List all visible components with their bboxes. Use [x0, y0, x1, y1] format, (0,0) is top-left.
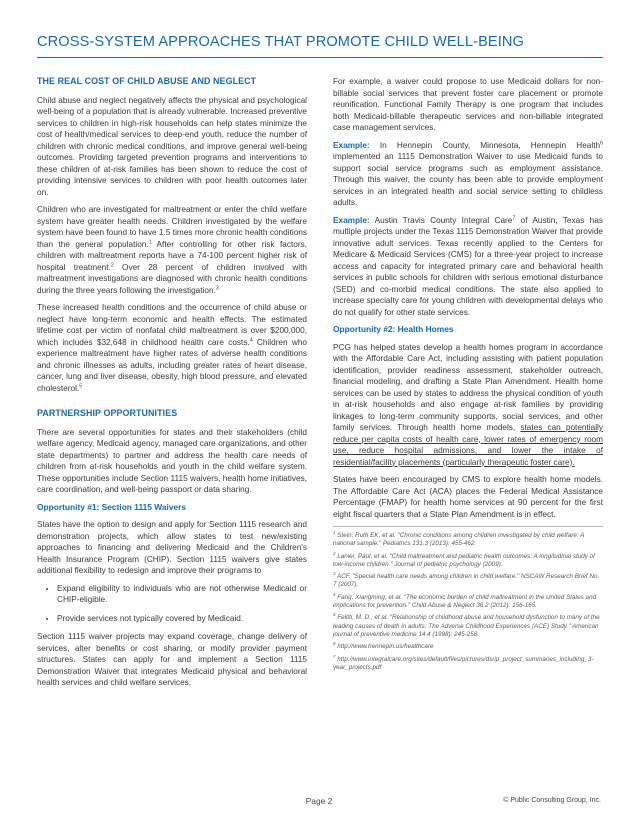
opportunity-2-heading: Opportunity #2: Health Homes — [333, 324, 454, 334]
footnote — [333, 653, 603, 673]
footnote-ref-6: 6 — [600, 139, 603, 146]
footnote — [333, 614, 603, 639]
footnote — [333, 550, 603, 570]
footnote-number: 6 — [333, 641, 336, 647]
opportunity-1-bullet: • Expand eligibility to individuals who are not otherwise Medicaid or CHIP-eligible. — [57, 583, 307, 606]
cost-p2-text-c: Over 28 percent of children involved with maltreatment investigations are diagnosed with chronic health conditions during the three years following the investigation. — [37, 262, 307, 295]
right-column — [333, 76, 603, 676]
cost-p2-text-a: Children who are investigated for maltreatment or enter the child welfare system have greater health needs. Children investigated by the welfare system have been found to have 1.5 times more chronic health conditions than the general population. — [37, 205, 307, 249]
footnote-number: 5 — [333, 612, 336, 618]
section-gap — [37, 400, 307, 408]
footnote — [333, 591, 603, 611]
waiver-example-paragraph: For example, a waiver could propose to use Medicaid dollars for non-billable social services that prevent foster care placement or promote reunification. Functional Family Therapy is one program that includes both Medicaid-billable therapeutic services and non-billable integrated case management services. — [333, 77, 603, 132]
example-label: Example: — [333, 140, 370, 150]
footnotes — [333, 529, 603, 672]
footnote-text: Stein, Ruth EK, et al. "Chronic conditions among children investigated by child welfare: A national sample." Pediatrics 131.3 (2013): 455-462. — [333, 532, 585, 548]
page-title: CROSS-SYSTEM APPROACHES THAT PROMOTE CHILD WELL-BEING — [37, 34, 524, 50]
footnote-divider — [333, 526, 603, 527]
footnote-text: Fang, Xiangming, et al. "The economic burden of child maltreatment in the United States and implications for prevention." Child Abuse & Neglect 36.2 (2012): 156-165. — [333, 593, 597, 610]
opportunity-1-paragraph-2: Section 1115 waiver projects may expand coverage, change delivery of services, alter benefits or cost sharing, or modify provider payment structures. States can apply for and implement a Section 1115 Demonstration Waiver that integrates Medicaid physical and behavioral health services and child welfare services. — [37, 632, 307, 687]
footnote-text: ACF. "Special health care needs among children in child welfare." NSCAW Research Brief No. 7 (2007). — [333, 573, 600, 589]
cost-p2-text-b: After controlling for other risk factors, children with maltreatment reports have a 74-100 percent higher risk of hospital treatment. — [37, 239, 307, 272]
partnership-paragraph: There are several opportunities for states and their stakeholders (child welfare agency, Medicaid agency, managed care organizations, and other state departments) to partner and address the health care needs of children from at-risk households and youth in the child welfare system. These opportunities include Section 1115 waivers, health home initiatives, care coordination, and well-being passport or data sharing. — [37, 427, 307, 494]
opportunity-2-underlined-text: states can potentially reduce per capita costs of health care, lower rates of emergency room use, reduce hospital admissions, and lower the intake of residential/facility placements (particularly therapeutic foster care). — [333, 423, 604, 467]
example-label: Example: — [333, 215, 370, 225]
footnote — [333, 643, 603, 651]
left-column — [37, 76, 307, 695]
example-austin — [333, 215, 603, 319]
footnote-ref-4: 4 — [249, 336, 253, 343]
footnote-ref-1: 1 — [148, 238, 152, 245]
cost-p3-text-a: These increased health conditions and the occurrence of child abuse or neglect have long-term economic and health effects. The estimated lifetime cost per victim of nonfatal child maltreatment is over $200,000, which includes $32,648 in childhood health care costs. — [37, 303, 307, 347]
opportunity-1-paragraph-1: States have the option to design and apply for Section 1115 research and demonstration projects, which allow states to test new/existing approaches to financing and delivering Medicaid and the Children's Health Insurance Program (CHIP). Section 1115 waivers give states additional flexibility to redesign and improve their programs to — [37, 520, 307, 575]
footnote-number: 3 — [333, 571, 336, 577]
opportunity-1-bullet-list — [37, 583, 307, 625]
footnote-ref-5: 5 — [79, 382, 83, 389]
section-heading-cost: THE REAL COST OF CHILD ABUSE AND NEGLECT — [37, 76, 257, 86]
footnote-text: http://www.hennepin.us/healthcare — [335, 643, 434, 651]
header-divider — [37, 57, 603, 58]
example-hennepin-text-b: implemented an 1115 Demonstration Waiver to use Medicaid funds to support social service programs such as employment assistance. Through this waiver, the county has been able to provide employment services in an integrated health and social service setting to childless adults. — [333, 152, 603, 207]
section-heading-partnership: PARTNERSHIP OPPORTUNITIES — [37, 408, 178, 418]
copyright-notice: © Public Consulting Group, Inc. — [503, 797, 601, 804]
opportunity-2-text: PCG has helped states develop a health homes program in accordance with the Affordable Care Act, including assisting with patient population identification, provider readiness assessment, stakeholder outreach, financial modeling, and drafting a State Plan Amendment. Health home services can be used by states to address the physical condition of youth in at-risk households and also engage at-risk families by providing linkages to long-term community supports, social services, and other family services. Through health home models, — [333, 342, 603, 432]
footnote — [333, 573, 603, 590]
footnote — [333, 529, 603, 549]
page-header — [37, 34, 603, 50]
footnote-text: Lanier, Paul, et al. "Child maltreatment and pediatric health outcomes: A longitudinal study of low-income children." Journal of pediatric psychology (2009). — [333, 552, 595, 568]
opportunity-1-bullet: • Provide services not typically covered by Medicaid. — [57, 613, 307, 625]
page-number: Page 2 — [305, 796, 333, 806]
example-hennepin-text-a: In Hennepin County, Minnesota, Hennepin Health — [369, 140, 601, 150]
footnote-text: http://www.integralcare.org/sites/default/files/pictures/dsrip_project_summaries_including_3-year_projects.pdf — [333, 655, 594, 671]
opportunity-2-paragraph-2: States have been encouraged by CMS to explore health home models. The Affordable Care Act (ACA) places the Federal Medical Assistance Percentage (FMAP) for health home services at 90 percent for the first eight fiscal quarters that a State Plan Amendment is in effect. — [333, 475, 603, 519]
footnote-ref-3: 3 — [215, 284, 219, 291]
cost-paragraph-1: Child abuse and neglect negatively affects the physical and psychological well-being of a population that is already vulnerable. Increased preventive services to children in high-risk households can help states minimize the cost of health/medical services to deep-end youth, reduce the number of children with chronic medical conditions, and improve general well-being outcomes. Providing targeted prevention programs and interventions to these children of at-risk families has been shown to reduce the cost of providing intensive services to children with poor health outcomes later on. — [37, 95, 307, 197]
footnote-number: 7 — [333, 653, 336, 659]
footnote-text: Felitti, M. D., et al. "Relationship of childhood abuse and household dysfunction to many of the leading causes of death in adults: The Adverse Childhood Experiences (ACE) Study." American journal of preventive medicine 14.4 (1998): 245-258. — [333, 614, 600, 638]
cost-paragraph-3 — [37, 302, 307, 394]
opportunity-2-paragraph-1 — [333, 342, 603, 469]
example-hennepin — [333, 140, 603, 209]
opportunity-1-heading: Opportunity #1: Section 1115 Waivers — [37, 501, 187, 512]
example-austin-text-a: Austin Travis County Integral Care — [369, 215, 513, 225]
footnote-ref-7: 7 — [512, 214, 516, 221]
footnote-number: 2 — [333, 550, 336, 556]
cost-p3-text-b: Children who experience maltreatment have higher rates of adverse health conditions and chronic illnesses as adults, including greater rates of heart disease, cancer, lung and liver disease, obesity, high blood pressure, and elevated cholesterol. — [37, 337, 307, 393]
footnote-ref-2: 2 — [110, 261, 114, 268]
footnote-number: 1 — [333, 529, 336, 535]
example-austin-text-b: of Austin, Texas has multiple projects under the Texas 1115 Demonstration Waiver that provide innovative adult services. Texas recently applied to the Centers for Medicare & Medicaid Services (CMS) for a three-year project to increase access and capacity for integrated primary care and behavioral health services in public schools for children with serious emotional disturbance (SED) and co-morbid medical conditions. The state also applied to increase specialty care for young children with developmental delays who do not qualify for other state services. — [333, 215, 603, 317]
cost-paragraph-2 — [37, 204, 307, 296]
footnote-number: 4 — [333, 591, 336, 597]
